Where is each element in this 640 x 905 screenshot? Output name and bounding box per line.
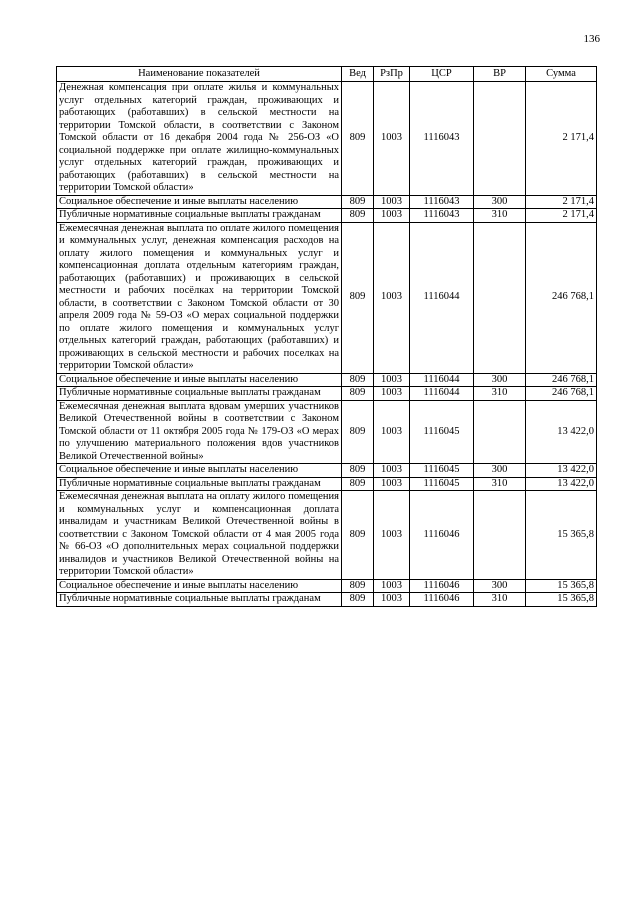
row-vr: 300 (474, 579, 526, 593)
row-rzpr: 1003 (374, 593, 410, 607)
row-ved: 809 (342, 209, 374, 223)
row-sum: 246 768,1 (526, 373, 597, 387)
row-rzpr: 1003 (374, 464, 410, 478)
header-csr: ЦСР (410, 67, 474, 82)
row-sum: 246 768,1 (526, 222, 597, 373)
row-name: Публичные нормативные социальные выплаты гражданам (57, 593, 342, 607)
table-row (57, 464, 597, 478)
table-row (57, 209, 597, 223)
row-name: Социальное обеспечение и иные выплаты населению (57, 464, 342, 478)
row-ved: 809 (342, 373, 374, 387)
row-name: Денежная компенсация при оплате жилья и коммунальных услуг отдельных категорий граждан, проживающих и работающих (работавших) в сельской местности на территории Томской области, в соответствии с Законом Томской области от 16 декабря 2004 года № 256-ОЗ «О социальной поддержке при оплате жилищно-коммунальных услуг отдельных категорий граждан, проживающих и работающих (работавших) в сельской местности на территории Томской области» (57, 82, 342, 196)
row-ved: 809 (342, 195, 374, 209)
row-vr: 310 (474, 477, 526, 491)
table-row (57, 491, 597, 580)
row-rzpr: 1003 (374, 477, 410, 491)
row-sum: 246 768,1 (526, 387, 597, 401)
header-sum: Сумма (526, 67, 597, 82)
row-csr: 1116045 (410, 400, 474, 464)
row-sum: 13 422,0 (526, 477, 597, 491)
row-vr: 300 (474, 464, 526, 478)
row-sum: 2 171,4 (526, 209, 597, 223)
row-csr: 1116046 (410, 491, 474, 580)
row-rzpr: 1003 (374, 195, 410, 209)
row-vr: 310 (474, 593, 526, 607)
row-csr: 1116044 (410, 373, 474, 387)
row-rzpr: 1003 (374, 387, 410, 401)
row-sum: 13 422,0 (526, 400, 597, 464)
row-ved: 809 (342, 82, 374, 196)
row-vr: 310 (474, 209, 526, 223)
row-rzpr: 1003 (374, 222, 410, 373)
row-vr (474, 82, 526, 196)
row-ved: 809 (342, 579, 374, 593)
row-rzpr: 1003 (374, 400, 410, 464)
row-rzpr: 1003 (374, 579, 410, 593)
row-vr: 310 (474, 387, 526, 401)
row-sum: 15 365,8 (526, 593, 597, 607)
row-csr: 1116046 (410, 593, 474, 607)
row-csr: 1116043 (410, 209, 474, 223)
row-sum: 2 171,4 (526, 195, 597, 209)
header-ved: Вед (342, 67, 374, 82)
row-vr: 300 (474, 373, 526, 387)
row-vr (474, 400, 526, 464)
row-name: Публичные нормативные социальные выплаты гражданам (57, 387, 342, 401)
row-name: Публичные нормативные социальные выплаты гражданам (57, 477, 342, 491)
row-sum: 2 171,4 (526, 82, 597, 196)
row-rzpr: 1003 (374, 209, 410, 223)
row-ved: 809 (342, 400, 374, 464)
row-ved: 809 (342, 593, 374, 607)
row-name: Социальное обеспечение и иные выплаты населению (57, 195, 342, 209)
row-name: Публичные нормативные социальные выплаты гражданам (57, 209, 342, 223)
header-vr: ВР (474, 67, 526, 82)
row-csr: 1116045 (410, 477, 474, 491)
row-csr: 1116045 (410, 464, 474, 478)
row-vr (474, 222, 526, 373)
row-csr: 1116044 (410, 222, 474, 373)
table-row (57, 195, 597, 209)
row-name: Ежемесячная денежная выплата вдовам умерших участников Великой Отечественной войны в соответствии с Законом Томской области от 11 октября 2005 года № 179-ОЗ «О мерах по улучшению материального положения вдов участников Великой Отечественной войны» (57, 400, 342, 464)
row-name: Ежемесячная денежная выплата по оплате жилого помещения и коммунальных услуг, денежная компенсация расходов на оплату жилого помещения и коммунальных услуг и компенсационная доплата отдельным категориям граждан, работающих (работавших) и проживающих в сельской местности и рабочих посёлках на территории Томской области, в соответствии с Законом Томской области от 30 апреля 2009 года № 59-ОЗ «О мерах социальной поддержки по оплате жилого помещения и коммунальных услуг отдельных категорий граждан, работающих (работавших) и проживающих в сельской местности и рабочих поселках на территории Томской области» (57, 222, 342, 373)
table-row (57, 400, 597, 464)
row-name: Социальное обеспечение и иные выплаты населению (57, 579, 342, 593)
row-ved: 809 (342, 491, 374, 580)
row-name: Социальное обеспечение и иные выплаты населению (57, 373, 342, 387)
row-vr: 300 (474, 195, 526, 209)
table-header-row (57, 67, 597, 82)
budget-table (56, 66, 597, 607)
row-vr (474, 491, 526, 580)
row-name: Ежемесячная денежная выплата на оплату жилого помещения и коммунальных услуг и компенсационная доплата инвалидам и участникам Великой Отечественной войны в соответствии с Законом Томской области от 4 мая 2005 года № 66-ОЗ «О дополнительных мерах социальной поддержки инвалидов и участников Великой Отечественной войны на территории Томской области» (57, 491, 342, 580)
row-sum: 15 365,8 (526, 491, 597, 580)
row-ved: 809 (342, 464, 374, 478)
page-number: 136 (583, 33, 600, 45)
header-rzpr: РзПр (374, 67, 410, 82)
row-rzpr: 1003 (374, 373, 410, 387)
header-name: Наименование показателей (57, 67, 342, 82)
row-rzpr: 1003 (374, 491, 410, 580)
row-csr: 1116043 (410, 195, 474, 209)
table-row (57, 373, 597, 387)
table-row (57, 477, 597, 491)
table-row (57, 222, 597, 373)
row-csr: 1116044 (410, 387, 474, 401)
row-ved: 809 (342, 387, 374, 401)
row-csr: 1116046 (410, 579, 474, 593)
table-row (57, 82, 597, 196)
row-sum: 13 422,0 (526, 464, 597, 478)
row-rzpr: 1003 (374, 82, 410, 196)
row-csr: 1116043 (410, 82, 474, 196)
row-sum: 15 365,8 (526, 579, 597, 593)
table-row (57, 387, 597, 401)
table-row (57, 579, 597, 593)
table-row (57, 593, 597, 607)
row-ved: 809 (342, 477, 374, 491)
row-ved: 809 (342, 222, 374, 373)
